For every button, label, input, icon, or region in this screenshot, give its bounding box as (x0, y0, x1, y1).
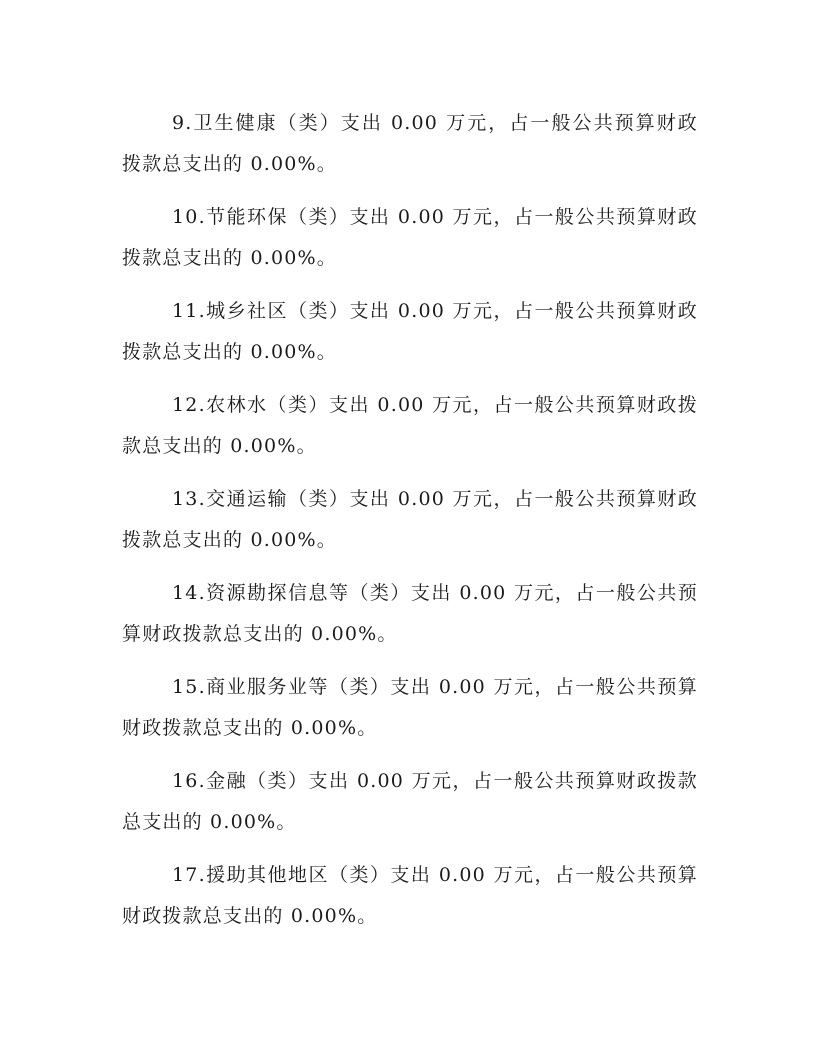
paragraph-item-13: 13.交通运输（类）支出 0.00 万元，占一般公共预算财政拨款总支出的 0.00%。 (122, 488, 698, 551)
paragraph-item-11: 11.城乡社区（类）支出 0.00 万元，占一般公共预算财政拨款总支出的 0.00%。 (122, 300, 698, 363)
paragraph-item-10: 10.节能环保（类）支出 0.00 万元，占一般公共预算财政拨款总支出的 0.00%。 (122, 206, 698, 269)
paragraph-item-12: 12.农林水（类）支出 0.00 万元，占一般公共预算财政拨款总支出的 0.00%。 (122, 394, 698, 457)
paragraph-item-15: 15.商业服务业等（类）支出 0.00 万元，占一般公共预算财政拨款总支出的 0.00%。 (122, 676, 698, 739)
document-body (122, 103, 698, 949)
paragraph-item-9: 9.卫生健康（类）支出 0.00 万元，占一般公共预算财政拨款总支出的 0.00%。 (122, 112, 698, 175)
paragraph-item-14: 14.资源勘探信息等（类）支出 0.00 万元，占一般公共预算财政拨款总支出的 0.00%。 (122, 582, 698, 645)
paragraph-item-16: 16.金融（类）支出 0.00 万元，占一般公共预算财政拨款总支出的 0.00%。 (122, 770, 698, 833)
paragraph-item-17: 17.援助其他地区（类）支出 0.00 万元，占一般公共预算财政拨款总支出的 0.00%。 (122, 864, 698, 927)
